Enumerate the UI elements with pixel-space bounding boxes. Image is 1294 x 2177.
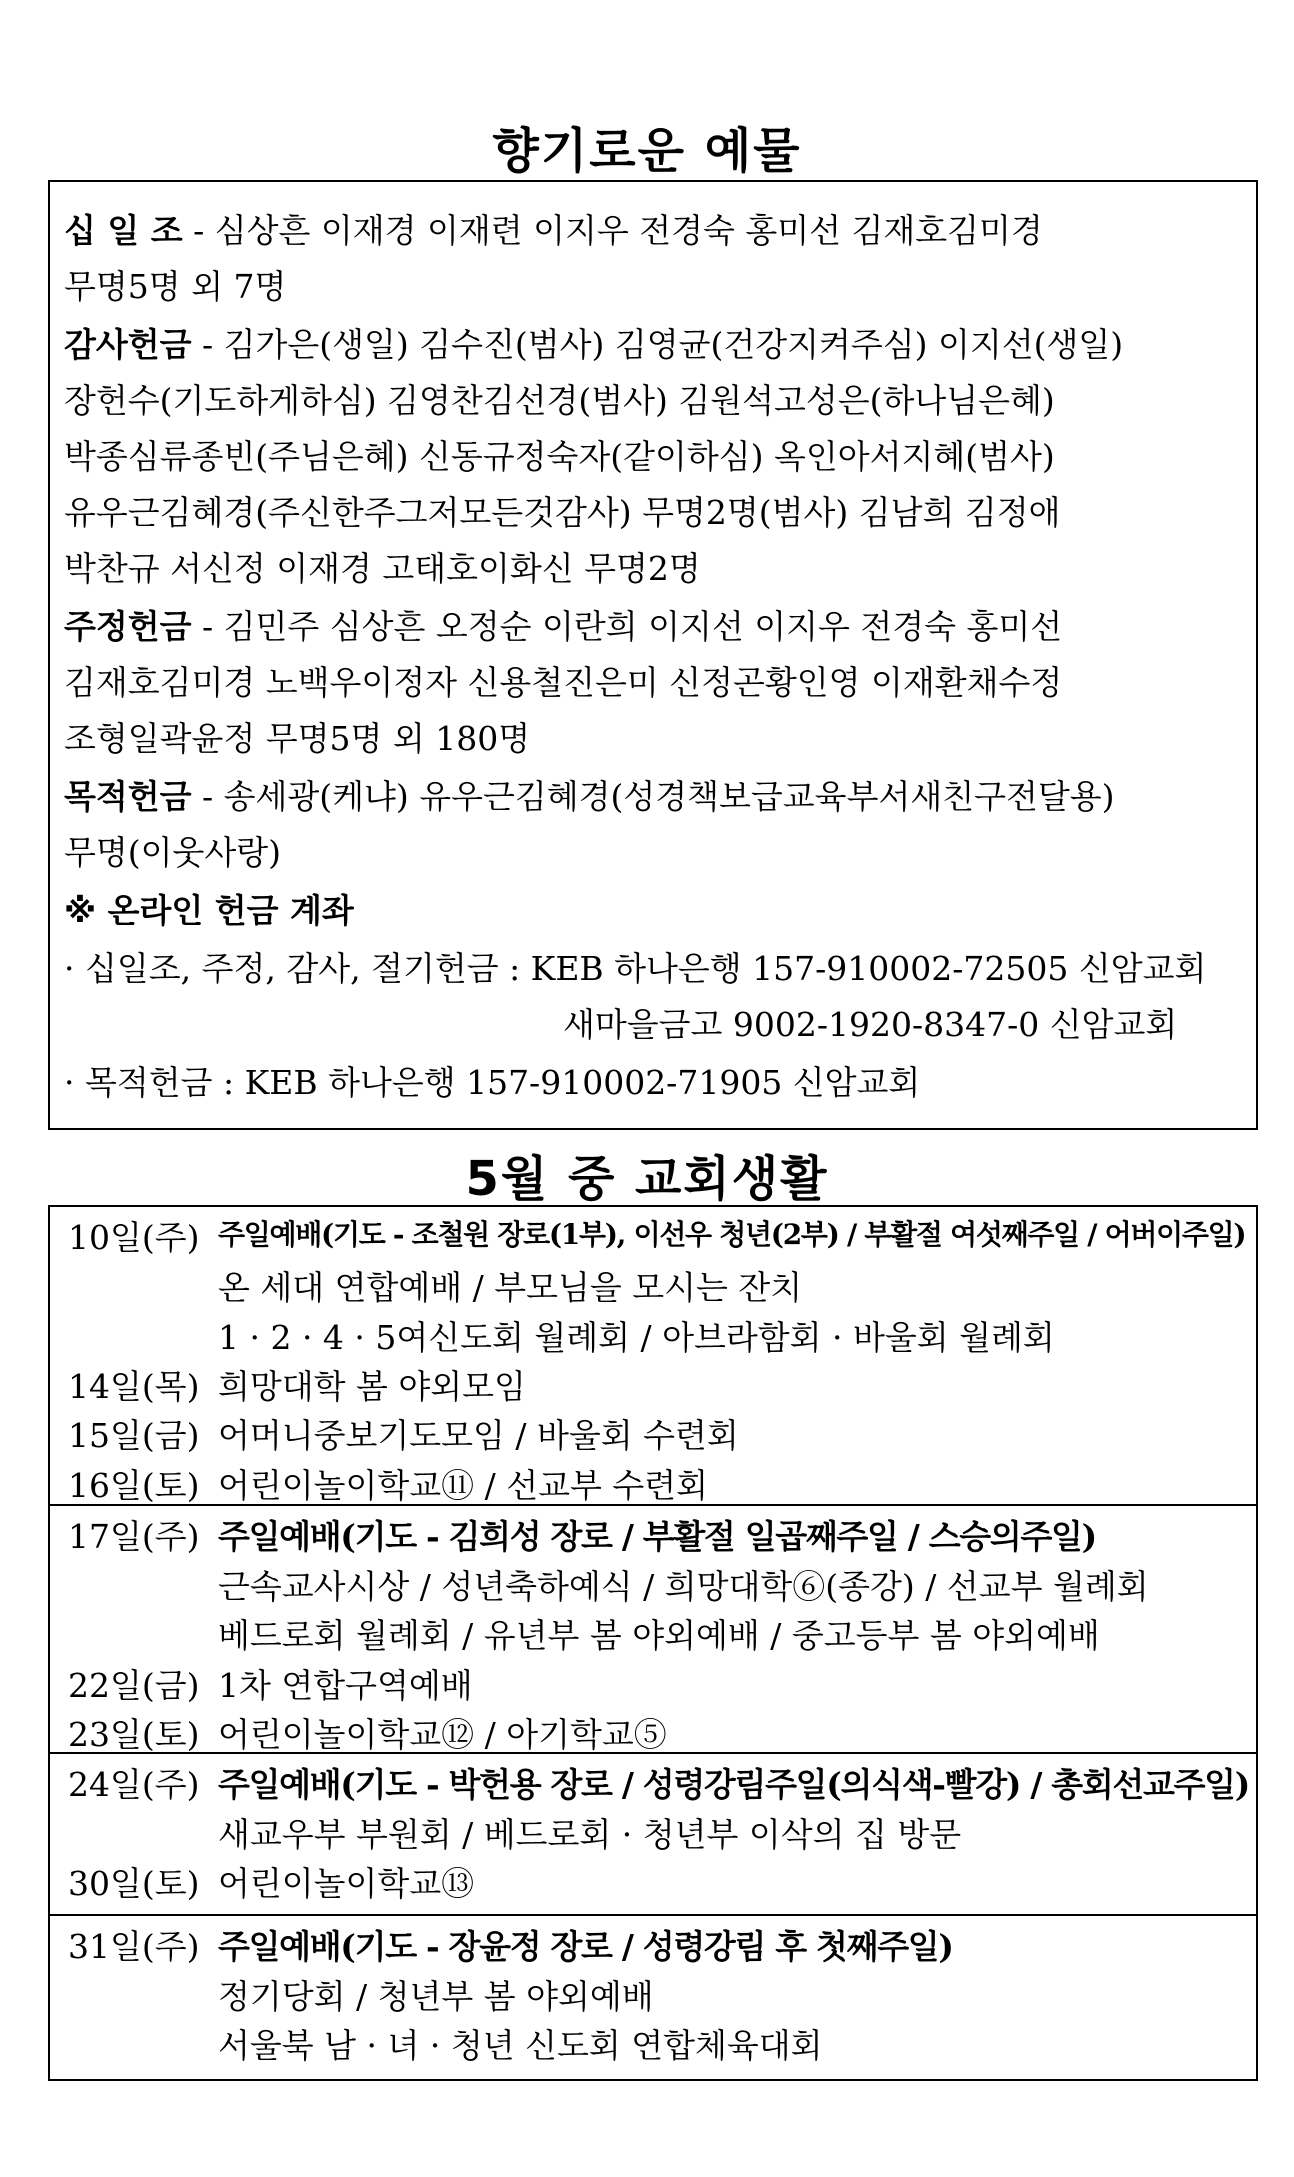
calendar-date: 17일(주) bbox=[68, 1517, 200, 1556]
thanks-names-2: 장헌수(기도하게하심) 김영찬김선경(범사) 김원석고성은(하나님은혜) bbox=[64, 381, 1055, 420]
calendar-event: 근속교사시상 / 성년축하예식 / 희망대학⑥(종강) / 선교부 월례회 bbox=[218, 1567, 1149, 1606]
weekly-line bbox=[64, 607, 1063, 646]
tithe-names: - 심상흔 이재경 이재련 이지우 전경숙 홍미선 김재호김미경 bbox=[182, 211, 1043, 250]
calendar-event: 베드로회 월례회 / 유년부 봄 야외예배 / 중고등부 봄 야외예배 bbox=[218, 1616, 1100, 1655]
offerings-title: 향기로운 예물 bbox=[492, 123, 802, 179]
weekly-names-1: - 김민주 심상흔 오정순 이란희 이지선 이지우 전경숙 홍미선 bbox=[191, 607, 1063, 646]
calendar-box bbox=[48, 1205, 1258, 2081]
calendar-date: 22일(금) bbox=[68, 1666, 200, 1705]
calendar-event: 1 · 2 · 4 · 5여신도회 월례회 / 아브라함회 · 바울회 월례회 bbox=[218, 1318, 1055, 1357]
calendar-event: 서울북 남 · 녀 · 청년 신도회 연합체육대회 bbox=[218, 2026, 823, 2065]
thanks-label: 감사헌금 bbox=[64, 325, 192, 364]
weekly-names-3: 조형일곽윤정 무명5명 외 180명 bbox=[64, 719, 531, 758]
calendar-service-title: 주일예배(기도 - 김희성 장로 / 부활절 일곱째주일 / 스승의주일) bbox=[218, 1517, 1096, 1556]
calendar-event: 새교우부 부원회 / 베드로회 · 청년부 이삭의 집 방문 bbox=[218, 1815, 962, 1854]
calendar-week bbox=[50, 1504, 1256, 1754]
calendar-event: 온 세대 연합예배 / 부모님을 모시는 잔치 bbox=[218, 1268, 803, 1307]
calendar-date: 15일(금) bbox=[68, 1416, 200, 1455]
calendar-date: 14일(목) bbox=[68, 1367, 200, 1406]
calendar-date: 23일(토) bbox=[68, 1715, 200, 1754]
calendar-date: 30일(토) bbox=[68, 1864, 200, 1903]
online-account-3: · 목적헌금 : KEB 하나은행 157-910002-71905 신암교회 bbox=[64, 1063, 921, 1102]
thanks-names-1: - 김가은(생일) 김수진(범사) 김영균(건강지켜주심) 이지선(생일) bbox=[191, 325, 1124, 364]
thanks-names-5: 박찬규 서신정 이재경 고태호이화신 무명2명 bbox=[64, 549, 701, 588]
calendar-date: 16일(토) bbox=[68, 1466, 200, 1505]
thanks-names-4: 유우근김혜경(주신한주그저모든것감사) 무명2명(범사) 김남희 김정애 bbox=[64, 493, 1061, 532]
offerings-box bbox=[48, 180, 1258, 1130]
calendar-event: 1차 연합구역예배 bbox=[218, 1666, 473, 1705]
weekly-label: 주정헌금 bbox=[64, 607, 192, 646]
calendar-title: 5월 중 교회생활 bbox=[465, 1151, 829, 1207]
calendar-week bbox=[50, 1752, 1256, 1916]
calendar-date: 24일(주) bbox=[68, 1765, 200, 1804]
purpose-names-2: 무명(이웃사랑) bbox=[64, 833, 282, 872]
calendar-event: 어린이놀이학교⑪ / 선교부 수련회 bbox=[218, 1466, 709, 1505]
purpose-line bbox=[64, 777, 1115, 816]
calendar-service-title: 주일예배(기도 - 조철원 장로(1부), 이선우 청년(2부) / 부활절 여섯째주일 / 어버이주일) bbox=[218, 1218, 1246, 1251]
tithe-label: 십 일 조 bbox=[64, 211, 183, 250]
calendar-service-title: 주일예배(기도 - 장윤정 장로 / 성령강림 후 첫째주일) bbox=[218, 1927, 953, 1966]
online-account-1: · 십일조, 주정, 감사, 절기헌금 : KEB 하나은행 157-910002-72505 신암교회 bbox=[64, 949, 1207, 988]
calendar-event: 희망대학 봄 야외모임 bbox=[218, 1367, 526, 1406]
tithe-names-2: 무명5명 외 7명 bbox=[64, 267, 287, 306]
purpose-names-1: - 송세광(케냐) 유우근김혜경(성경책보급교육부서새친구전달용) bbox=[191, 777, 1115, 816]
calendar-service-title: 주일예배(기도 - 박헌용 장로 / 성령강림주일(의식색-빨강) / 총회선교주일) bbox=[218, 1765, 1250, 1804]
tithe-line bbox=[64, 211, 1043, 250]
calendar-event: 정기당회 / 청년부 봄 야외예배 bbox=[218, 1977, 654, 2016]
calendar-week bbox=[50, 1207, 1256, 1504]
thanks-names-3: 박종심류종빈(주님은혜) 신동규정숙자(같이하심) 옥인아서지혜(범사) bbox=[64, 437, 1055, 476]
calendar-event: 어머니중보기도모임 / 바울회 수련회 bbox=[218, 1416, 739, 1455]
calendar-date: 31일(주) bbox=[68, 1927, 200, 1966]
online-heading: ※ 온라인 헌금 계좌 bbox=[64, 891, 354, 930]
calendar-event: 어린이놀이학교⑬ bbox=[218, 1864, 475, 1903]
calendar-week bbox=[50, 1914, 1256, 2083]
calendar-event: 어린이놀이학교⑫ / 아기학교⑤ bbox=[218, 1715, 667, 1754]
weekly-names-2: 김재호김미경 노백우이정자 신용철진은미 신정곤황인영 이재환채수정 bbox=[64, 663, 1063, 702]
thanks-line bbox=[64, 325, 1124, 364]
calendar-date: 10일(주) bbox=[68, 1218, 200, 1257]
purpose-label: 목적헌금 bbox=[64, 777, 192, 816]
online-account-2: 새마을금고 9002-1920-8347-0 신암교회 bbox=[563, 1005, 1178, 1044]
